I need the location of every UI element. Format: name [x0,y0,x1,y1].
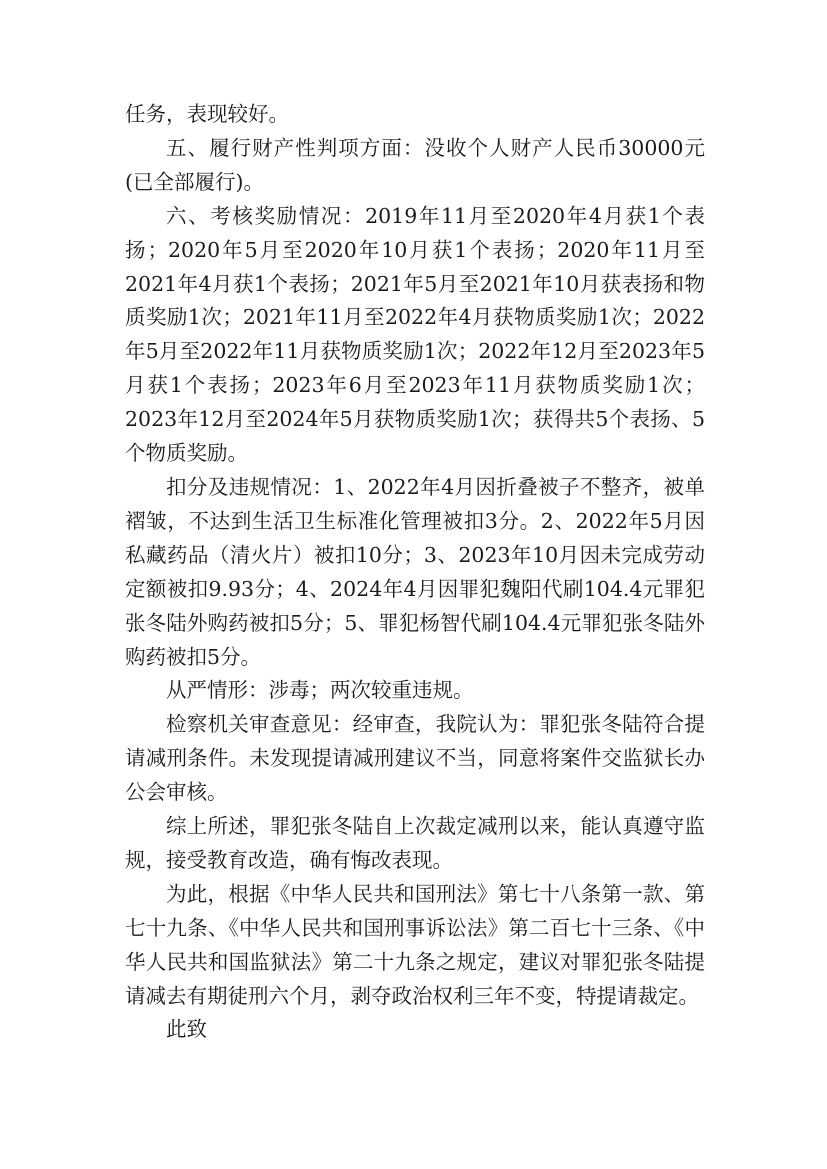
paragraph-summary: 综上所述，罪犯张冬陆自上次裁定减刑以来，能认真遵守监规，接受教育改造，确有悔改表现。 [125,814,705,872]
paragraph-rewards: 六、考核奖励情况：2019年11月至2020年4月获1个表扬；2020年5月至2020年10月获1个表扬；2020年11月至2021年4月获1个表扬；2021年5月至2021年10月获表扬和物质奖励1次；2021年11月至2022年4月获物质奖励1次；2022年5月至2022年11月获物质奖励1次；2022年12月至2023年5月获1个表扬；2023年6月至2023年11月获物质奖励1次；2023年12月至2024年5月获物质奖励1次；获得共5个表扬、5个物质奖励。 [125,203,705,466]
paragraph-legal-basis: 为此，根据《中华人民共和国刑法》第七十八条第一款、第七十九条、《中华人民共和国刑事诉讼法》第二百七十三条、《中华人民共和国监狱法》第二十九条之规定，建议对罪犯张冬陆提请减去有期徒刑六个月，剥夺政治权利三年不变，特提请裁定。 [125,881,705,1008]
document-body [125,98,705,1047]
paragraph-strict-circumstances: 从严情形：涉毒；两次较重违规。 [166,678,474,703]
paragraph-closing: 此致 [166,1017,207,1042]
paragraph-deductions: 扣分及违规情况：1、2022年4月因折叠被子不整齐，被单褶皱，不达到生活卫生标准化管理被扣3分。2、2022年5月因私藏药品（清火片）被扣10分；3、2023年10月因未完成劳动定额被扣9.93分；4、2024年4月因罪犯魏阳代刷104.4元罪犯张冬陆外购药被扣5分；5、罪犯杨智代刷104.4元罪犯张冬陆外购药被扣5分。 [125,474,705,669]
paragraph-procuratorate-opinion: 检察机关审查意见：经审查，我院认为：罪犯张冬陆符合提请减刑条件。未发现提请减刑建议不当，同意将案件交监狱长办公会审核。 [125,712,705,805]
paragraph-property-judgment: 五、履行财产性判项方面：没收个人财产人民币30000元(已全部履行)。 [125,135,705,194]
paragraph-continuation: 任务，表现较好。 [125,102,289,126]
